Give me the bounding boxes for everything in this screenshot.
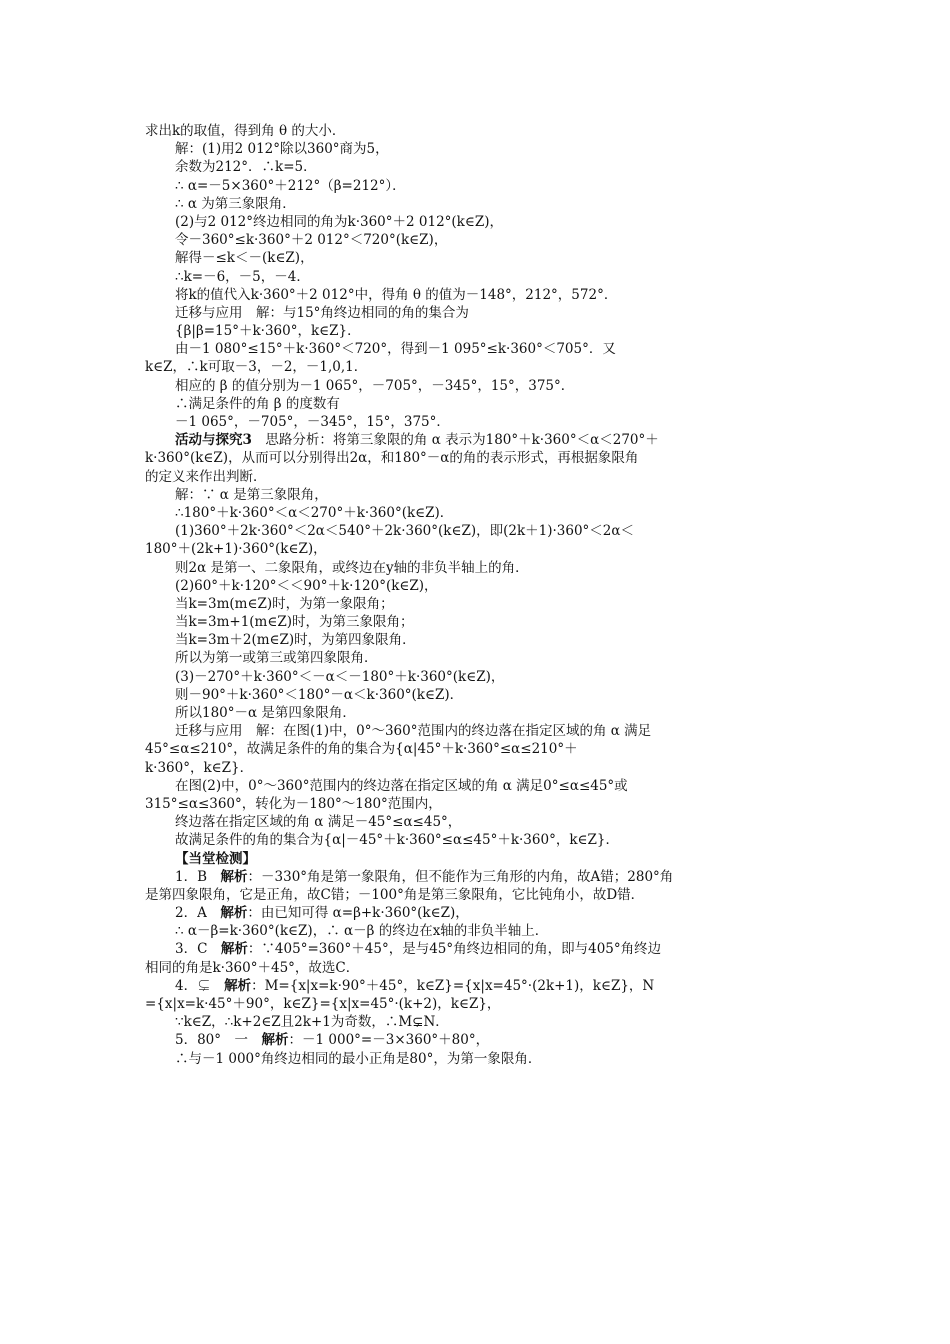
text-line: (2)与2 012°终边相同的角为k·360°＋2 012°(k∈Z)，	[175, 213, 503, 230]
text-line: 在图(2)中，0°～360°范围内的终边落在指定区域的角 α 满足0°≤α≤45°或	[175, 777, 628, 794]
text-line: 是第四象限角，它是正角，故C错；－100°角是第三象限角，它比钝角小，故D错．	[145, 886, 645, 903]
bold-label: 解析	[224, 977, 252, 994]
text-line: 迁移与应用 解：与15°角终边相同的角的集合为	[175, 304, 469, 321]
text-line: ∴ α 为第三象限角．	[175, 195, 296, 212]
text-line: 解：(1)用2 012°除以360°商为5，	[175, 141, 389, 158]
text-line: ∵k∈Z，∴k+2∈Z且2k+1为奇数，∴M⊊N．	[175, 1014, 449, 1031]
text-line: ={x|x=k·45°＋90°，k∈Z}={x|x=45°·(k+2)，k∈Z}，	[145, 996, 501, 1012]
text-line: 将k的值代入k·360°＋2 012°中，得角 θ 的值为－148°，212°，572°．	[175, 286, 618, 303]
text-line: 所以为第一或第三或第四象限角．	[175, 650, 378, 667]
text-line: 解得－≤k＜－(k∈Z)，	[175, 250, 314, 267]
text-line: 故满足条件的角的集合为{α|－45°＋k·360°≤α≤45°＋k·360°，k∈Z}．	[175, 832, 619, 849]
text-line: (1)360°＋2k·360°＜2α＜540°＋2k·360°(k∈Z)，即(2k＋1)·360°＜2α＜	[175, 523, 635, 540]
text-line: ∴ α=－5×360°＋212°（β=212°）．	[175, 177, 406, 194]
text-line: 由－1 080°≤15°＋k·360°＜720°，得到－1 095°≤k·360°＜705°．又	[175, 341, 616, 358]
text-line: k·360°，k∈Z}．	[145, 759, 254, 776]
text-line: 2．A 解析：由已知可得 α=β+k·360°(k∈Z)，	[175, 905, 469, 922]
text-line: 【当堂检测】	[175, 850, 256, 867]
text-line: {β|β=15°＋k·360°，k∈Z}．	[175, 323, 361, 340]
text-line: 相同的角是k·360°＋45°，故选C．	[145, 959, 360, 976]
bold-label: 解析	[220, 905, 248, 922]
text-line: ∴与－1 000°角终边相同的最小正角是80°，为第一象限角．	[175, 1050, 542, 1067]
text-line: 45°≤α≤210°，故满足条件的角的集合为{α|45°＋k·360°≤α≤210°＋	[145, 741, 578, 758]
text-line: 4．⊊ 解析：M={x|x=k·90°＋45°，k∈Z}={x|x=45°·(2k+1)，k∈Z}，N	[175, 977, 655, 994]
text-line: ∴满足条件的角 β 的度数有	[175, 395, 340, 412]
text-line: 3．C 解析：∵405°=360°＋45°，是与45°角终边相同的角，即与405°角终边	[175, 941, 662, 958]
text-line: 解：∵ α 是第三象限角，	[175, 486, 328, 503]
text-line: 终边落在指定区域的角 α 满足－45°≤α≤45°，	[175, 814, 462, 831]
text-line: 余数为212°．∴k=5．	[175, 159, 317, 176]
text-line: k∈Z，∴k可取－3，－2，－1,0,1．	[145, 359, 368, 376]
text-line: 则2α 是第一、二象限角，或终边在y轴的非负半轴上的角．	[175, 559, 529, 576]
text-line: 1．B 解析：－330°角是第一象限角，但不能作为三角形的内角，故A错；280°角	[175, 868, 674, 885]
text-line: －1 065°，－705°，－345°，15°，375°．	[175, 414, 450, 430]
text-line: 活动与探究3 思路分析：将第三象限的角 α 表示为180°＋k·360°＜α＜270°＋	[175, 432, 659, 449]
text-line: 当k=3m(m∈Z)时，为第一象限角；	[175, 595, 394, 612]
text-line: 迁移与应用 解：在图(1)中，0°～360°范围内的终边落在指定区域的角 α 满足	[175, 723, 652, 740]
text-line: ∴ α－β=k·360°(k∈Z)，∴ α－β 的终边在x轴的非负半轴上．	[175, 923, 549, 940]
bold-label: 解析	[261, 1032, 289, 1049]
document-body	[145, 122, 810, 1068]
text-line: ∴k=－6，－5，－4．	[175, 268, 310, 285]
text-line: 的定义来作出判断．	[145, 468, 267, 485]
bold-label: 解析	[220, 941, 248, 958]
text-line: 315°≤α≤360°，转化为－180°～180°范围内，	[145, 795, 442, 812]
text-line: k·360°(k∈Z)，从而可以分别得出2α，和180°－α的角的表示形式，再根据象限角	[145, 450, 639, 467]
text-line: ∴180°＋k·360°＜α＜270°＋k·360°(k∈Z)．	[175, 504, 454, 521]
text-line: (3)－270°＋k·360°＜－α＜－180°＋k·360°(k∈Z)，	[175, 668, 505, 685]
text-line: 相应的 β 的值分别为－1 065°，－705°，－345°，15°，375°．	[175, 377, 575, 394]
text-line: 所以180°－α 是第四象限角．	[175, 705, 356, 721]
text-line: (2)60°＋k·120°＜＜90°＋k·120°(k∈Z)，	[175, 577, 438, 594]
text-line: 则－90°＋k·360°＜180°－α＜k·360°(k∈Z)．	[175, 686, 464, 703]
text-line: 令－360°≤k·360°＋2 012°＜720°(k∈Z)，	[175, 232, 448, 249]
text-line: 当k=3m+1(m∈Z)时，为第三象限角；	[175, 614, 414, 631]
text-line: 求出k的取值，得到角 θ 的大小．	[145, 123, 346, 139]
text-line: 180°＋(2k+1)·360°(k∈Z)，	[145, 541, 327, 558]
text-line: 5．80° 一 解析：－1 000°=－3×360°＋80°，	[175, 1032, 490, 1049]
text-line: 当k=3m＋2(m∈Z)时，为第四象限角．	[175, 632, 416, 649]
bold-label: 解析	[220, 868, 248, 885]
bold-label: 活动与探究3	[175, 432, 252, 449]
